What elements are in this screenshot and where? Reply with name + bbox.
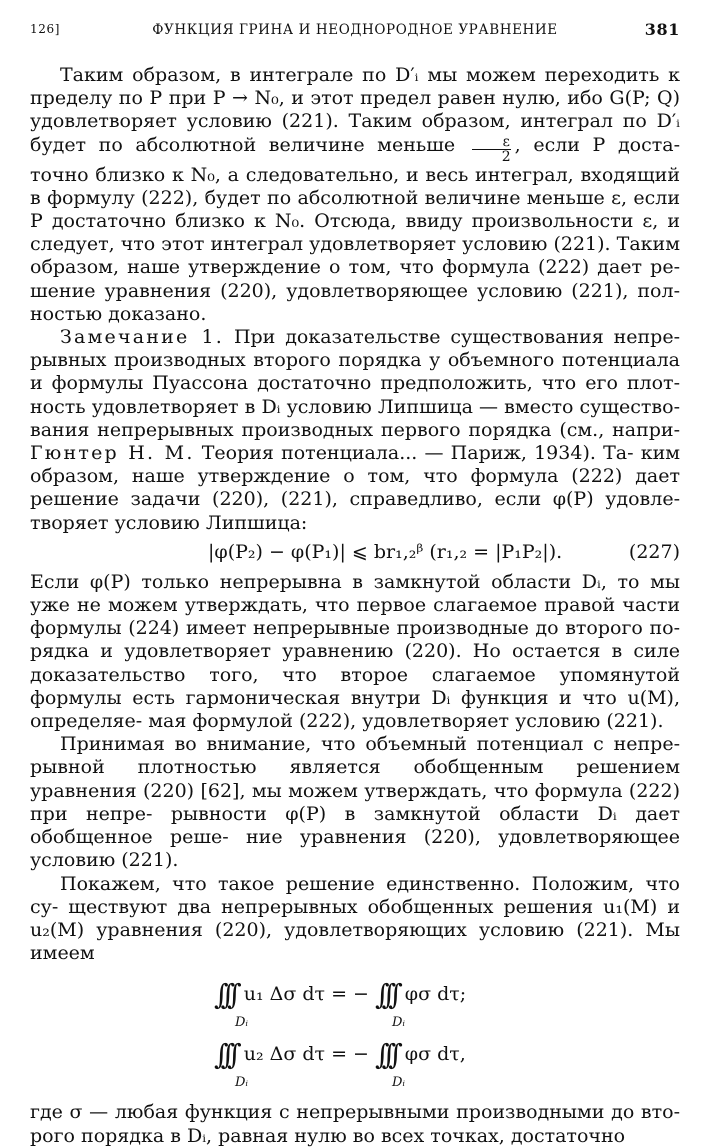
text-line: рывных производных второго порядка у объемного потенциала bbox=[30, 349, 680, 372]
text-line: рядка и удовлетворяет уравнению (220). Но остается в силе bbox=[30, 640, 680, 663]
text-line: по D′ᵢ будет по абсолютной величине меньше bbox=[30, 110, 681, 156]
text-line: творяет условию Липшица: bbox=[30, 511, 308, 534]
text-line: Покажем, что такое решение единственно. Положим, что су- bbox=[30, 872, 680, 918]
section-number: 126] bbox=[30, 22, 60, 36]
text-line: P достаточно близко к N₀. Отсюда, ввиду произвольности ε, и bbox=[30, 210, 680, 233]
remark-heading: Замечание 1. bbox=[60, 326, 225, 349]
fraction-denominator: 2 bbox=[472, 149, 511, 164]
text-line: рого порядка в Dᵢ, равная нулю во всех точках, достаточно bbox=[30, 1124, 626, 1147]
text-line: есть гармоническая внутри Dᵢ функция и что u(M), определяе- bbox=[30, 686, 681, 733]
text-line: вания непрерывных производных первого порядка (см., напри- bbox=[30, 418, 680, 441]
text-line: ние уравнения (220), удовлетворяющее условию (221). bbox=[30, 826, 680, 872]
page-number: 381 bbox=[644, 20, 680, 39]
triple-integral-sign: ∫∫∫ bbox=[214, 1038, 234, 1072]
integration-domain: Dᵢ bbox=[392, 1075, 406, 1091]
equation-left: u₂ Δσ dτ = − bbox=[243, 1043, 369, 1066]
text-line: пределу по P при P → N₀, и этот предел равен нулю, ибо bbox=[30, 87, 603, 110]
equation-227 bbox=[30, 539, 680, 569]
paragraph-2 bbox=[30, 571, 680, 733]
text-line: следует, что этот интеграл удовлетворяет условию (221). Таким bbox=[30, 233, 680, 256]
triple-integral-sign: ∫∫∫ bbox=[214, 978, 234, 1012]
running-header bbox=[30, 22, 680, 42]
text-line: в формулу (222), будет по абсолютной величине меньше ε, если bbox=[30, 186, 680, 209]
paragraph-4 bbox=[30, 873, 680, 966]
text-line: , если P доста- bbox=[514, 133, 680, 156]
remark-1 bbox=[30, 326, 680, 535]
integration-domain: Dᵢ bbox=[235, 1015, 249, 1031]
integral-equation-1 bbox=[30, 975, 680, 1035]
text-line: формулы (224) имеет непрерывные производные до второго по- bbox=[30, 617, 680, 640]
text-line: (220) [62], мы можем утверждать, что формула (222) при непре- bbox=[30, 779, 681, 825]
text-line: Если φ(P) только непрерывна в замкнутой области Dᵢ, то мы bbox=[30, 570, 680, 593]
page-body bbox=[30, 64, 680, 1148]
text-line: где σ — любая функция с непрерывными производными до вто- bbox=[30, 1101, 680, 1124]
paragraph-3 bbox=[30, 733, 680, 872]
text-line: рывной плотностью является обобщенным решением уравнения bbox=[30, 756, 680, 802]
text-line: мая формулой (222), удовлетворяет условию (221). bbox=[148, 710, 664, 733]
triple-integral-sign: ∫∫∫ bbox=[375, 1038, 395, 1072]
text-line: решение задачи (220), (221), справедливо, если φ(P) удовле- bbox=[30, 488, 680, 511]
paragraph-5 bbox=[30, 1101, 680, 1147]
integration-domain: Dᵢ bbox=[235, 1075, 249, 1091]
text-line: уравнения (220), удовлетворяющих условию (221). Мы имеем bbox=[30, 918, 681, 965]
text-line: Принимая во внимание, что объемный потенциал с непре- bbox=[60, 733, 680, 756]
text-line: ществуют два непрерывных обобщенных решения u₁(M) и u₂(M) bbox=[30, 895, 680, 941]
equation-right: φσ dτ; bbox=[404, 983, 467, 1006]
text-line: точно близко к N₀, а следовательно, и весь интеграл, входящий bbox=[30, 163, 680, 186]
text-line: рывности φ(P) в замкнутой области Dᵢ дает обобщенное реше- bbox=[30, 802, 680, 849]
cited-author: Гюнтер Н. М. bbox=[30, 442, 195, 465]
fraction-epsilon-half bbox=[472, 135, 511, 164]
text-line: Таким образом, в интеграле по D′ᵢ мы можем переходить к bbox=[60, 64, 680, 86]
text-line: и формулы Пуассона достаточно предположить, что его плот- bbox=[30, 372, 680, 395]
integral-equations bbox=[30, 975, 680, 1095]
text-line: шение уравнения (220), удовлетворяющее условию (221), пол- bbox=[30, 279, 680, 302]
text-line: G(P; Q) удовлетворяет условию (221). Таким образом, интеграл bbox=[30, 87, 680, 133]
equation-left: u₁ Δσ dτ = − bbox=[243, 983, 369, 1006]
integral-equation-2 bbox=[30, 1035, 680, 1095]
running-title: ФУНКЦИЯ ГРИНА И НЕОДНОРОДНОЕ УРАВНЕНИЕ bbox=[152, 22, 558, 38]
text-line: ность удовлетворяет в Dᵢ условию Липшица — вместо существо- bbox=[30, 395, 680, 418]
text-line: доказательство того, что второе слагаемое упомянутой формулы bbox=[30, 663, 680, 709]
equation-number: (227) bbox=[628, 540, 680, 563]
text-line: образом, наше утверждение о том, что формула (222) дает ре- bbox=[30, 256, 680, 279]
fraction-numerator: ε bbox=[502, 133, 510, 150]
text-line: ким образом, наше утверждение о том, что формула (222) дает bbox=[30, 442, 681, 488]
paragraph-1 bbox=[30, 64, 680, 326]
text-line: ностью доказано. bbox=[30, 302, 207, 325]
text-line: При доказательстве существования непре- bbox=[233, 326, 681, 349]
text-line: уже не можем утверждать, что первое слагаемое правой части bbox=[30, 594, 680, 617]
equation-right: φσ dτ, bbox=[404, 1043, 466, 1066]
integration-domain: Dᵢ bbox=[392, 1015, 406, 1031]
triple-integral-sign: ∫∫∫ bbox=[375, 978, 395, 1012]
equation-body: |φ(P₂) − φ(P₁)| ⩽ br₁,₂ᵝ (r₁,₂ = |P₁P₂|). bbox=[208, 540, 563, 563]
text-line: Теория потенциала... — Париж, 1934). Та- bbox=[194, 442, 634, 465]
